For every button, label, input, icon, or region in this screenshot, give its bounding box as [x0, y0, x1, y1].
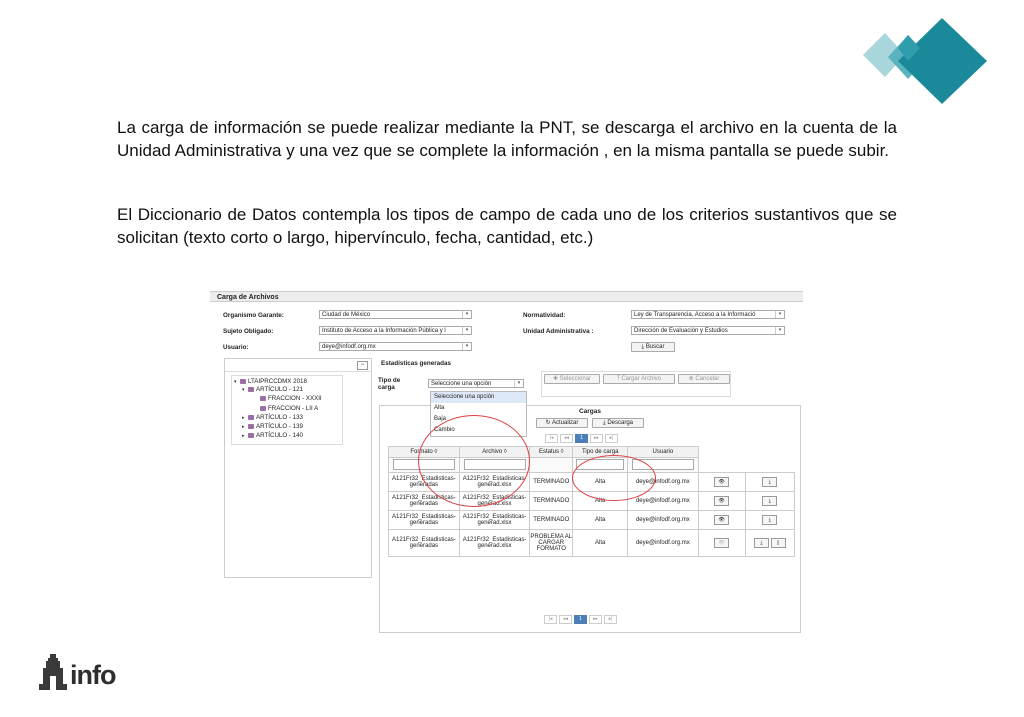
action-bar [541, 371, 731, 397]
tree-panel [224, 358, 372, 578]
unidad-select[interactable]: Dirección de Evaluación y Estudios ▾ [631, 326, 785, 335]
upload-icon: ⤒ [616, 376, 622, 382]
descarga-button[interactable]: ⤓ Descarga [592, 418, 644, 428]
cell-usuario: deye@infodf.org.mx [628, 530, 698, 557]
col-archivo[interactable]: Archivo ◊ [459, 447, 530, 458]
cell-estatus: TERMINADO [530, 492, 573, 511]
download-icon[interactable]: ⤓ [762, 496, 777, 506]
table-row[interactable] [389, 511, 795, 530]
cell-tipo: Alta [573, 473, 628, 492]
view-icon[interactable]: 👁 [714, 515, 729, 525]
col-tipo[interactable]: Tipo de carga [573, 447, 628, 458]
cell-formato: A121Fr32_Estadisticas-generadas [389, 473, 460, 492]
cell-estatus: PROBLEMA AL CARGAR FORMATO [530, 530, 573, 557]
prev-page-icon[interactable]: ◂◂ [560, 434, 573, 443]
chevron-down-icon: ▾ [775, 327, 784, 334]
sujeto-select[interactable]: Instituto de Acceso a la Información Pública y l ▾ [319, 326, 472, 335]
folder-icon [260, 406, 266, 411]
annotation-circle-tipo [572, 455, 656, 501]
col-usuario[interactable]: Usuario [628, 447, 698, 458]
tree-header [225, 359, 371, 372]
cell-formato: A121Fr32_Estadisticas-generadas [389, 530, 460, 557]
folder-icon [260, 396, 266, 401]
page-number[interactable]: 1 [575, 434, 588, 443]
collapse-icon[interactable]: − [357, 361, 368, 370]
folder-icon [248, 433, 254, 438]
usuario-label: Usuario: [223, 344, 249, 351]
sujeto-label: Sujeto Obligado: [223, 328, 274, 335]
decorative-diamonds [860, 15, 990, 107]
view-icon[interactable]: 👁 [714, 477, 729, 487]
cell-usuario: deye@infodf.org.mx [628, 473, 698, 492]
option-alta[interactable]: Alta [434, 405, 445, 411]
option-cambio[interactable]: Cambio [434, 427, 455, 433]
cell-estatus: TERMINADO [530, 473, 573, 492]
buscar-button[interactable]: ⤓ Buscar [631, 342, 675, 352]
normatividad-label: Normatividad: [523, 312, 566, 319]
cell-formato: A121Fr32_Estadisticas-generadas [389, 511, 460, 530]
last-page-icon[interactable]: ▸| [605, 434, 618, 443]
cancel-icon: ⊗ [688, 376, 696, 382]
cell-estatus: TERMINADO [530, 511, 573, 530]
cancelar-button[interactable]: ⊗ Cancelar [678, 374, 730, 384]
chevron-down-icon: ▾ [514, 380, 523, 387]
cell-archivo: A121Fr32_Estadisticas-generad.xlsx [459, 530, 530, 557]
tipo-carga-label: Tipo de carga [378, 377, 401, 391]
cargas-title: Cargas [578, 408, 602, 415]
refresh-icon: ↻ [545, 420, 553, 426]
tree-item-articulo-139[interactable]: ▸ ARTÍCULO - 139 [242, 423, 303, 430]
monument-icon [38, 654, 68, 690]
col-formato[interactable]: Formato ◊ [389, 447, 460, 458]
folder-icon [240, 379, 246, 384]
plus-icon: ✚ [552, 376, 560, 382]
cell-formato: A121Fr32_Estadisticas-generadas [389, 492, 460, 511]
logo-text: info [70, 660, 116, 690]
chevron-down-icon: ▾ [462, 311, 471, 318]
option-seleccione[interactable]: Seleccione una opción [431, 392, 526, 403]
cell-usuario: deye@infodf.org.mx [628, 511, 698, 530]
option-baja[interactable]: Baja [434, 416, 447, 422]
tree-item-fraccion-lii-a[interactable]: FRACCION - LII A [260, 405, 318, 412]
folder-icon [248, 424, 254, 429]
tree [231, 375, 343, 445]
cell-tipo: Alta [573, 530, 628, 557]
unidad-label: Unidad Administrativa : [523, 328, 594, 335]
cell-archivo: A121Fr32_Estadisticas-generad.xlsx [459, 492, 530, 511]
annotation-circle-dropdown [418, 415, 530, 507]
dictionary-paragraph: El Diccionario de Datos contempla los tipos de campo de cada uno de los criterios sustantivos que se solicitan (texto corto o largo, hipervínculo, fecha, cantidad, etc.) [117, 205, 897, 247]
intro-paragraph: La carga de información se puede realizar mediante la PNT, se descarga el archivo en la cuenta de la Unidad Administrativa y una vez que se complete la información , en la misma pantalla se puede subir. [117, 118, 897, 160]
normatividad-select[interactable]: Ley de Transparencia, Acceso a la Informació ▾ [631, 310, 785, 319]
tree-root[interactable]: ▾ LTAIPRCCDMX 2018 [234, 378, 307, 385]
tree-item-articulo-121[interactable]: ▾ ARTÍCULO - 121 [242, 386, 303, 393]
cell-tipo: Alta [573, 511, 628, 530]
first-page-icon[interactable]: |◂ [545, 434, 558, 443]
seleccionar-button[interactable]: ✚ Seleccionar [544, 374, 600, 384]
table-row[interactable] [389, 530, 795, 557]
stats-title: Estadísticas generadas [381, 360, 452, 367]
tree-item-articulo-140[interactable]: ▸ ARTÍCULO - 140 [242, 432, 303, 439]
col-estatus[interactable]: Estatus ◊ [530, 447, 573, 458]
info-logo [38, 650, 115, 690]
folder-icon [248, 415, 254, 420]
usuario-select[interactable]: deye@infodf.org.mx ▾ [319, 342, 472, 351]
download-icon[interactable]: ⤓ [762, 515, 777, 525]
download-icon[interactable]: ⤓ [754, 538, 769, 548]
tree-item-articulo-133[interactable]: ▸ ARTÍCULO - 133 [242, 414, 303, 421]
page-number[interactable]: 1 [574, 615, 587, 624]
tipo-carga-select[interactable]: Seleccione una opción ▾ [428, 379, 524, 388]
folder-icon [248, 387, 254, 392]
view-icon[interactable]: 👁 [714, 496, 729, 506]
download-icon: ⤓ [602, 420, 608, 426]
organismo-label: Organismo Garante: [223, 312, 284, 319]
search-icon: ⤓ [641, 344, 646, 350]
next-page-icon[interactable]: ▸▸ [590, 434, 603, 443]
actualizar-button[interactable]: ↻ Actualizar [536, 418, 588, 428]
chevron-down-icon: ▾ [462, 327, 471, 334]
pager-bottom [544, 615, 619, 624]
chevron-down-icon: ▾ [462, 343, 471, 350]
chevron-down-icon: ▾ [775, 311, 784, 318]
download-icon[interactable]: ⤓ [762, 477, 777, 487]
tree-item-fraccion-xxxii[interactable]: FRACCION - XXXII [260, 395, 322, 402]
cell-usuario: deye@infodf.org.mx [628, 492, 698, 511]
last-page-icon[interactable]: ▸| [604, 615, 617, 624]
screen-title: Carga de Archivos [210, 291, 803, 302]
prev-page-icon[interactable]: ◂◂ [559, 615, 572, 624]
diamond-dark [898, 18, 987, 104]
first-page-icon[interactable]: |◂ [544, 615, 557, 624]
document-icon[interactable]: ▯ [771, 538, 786, 548]
cell-tipo: Alta [573, 492, 628, 511]
view-icon[interactable]: 👁 [714, 538, 729, 548]
pager-top [545, 434, 620, 443]
cell-archivo: A121Fr32_Estadisticas-generad.xlsx [459, 511, 530, 530]
organismo-select[interactable]: Ciudad de México ▾ [319, 310, 472, 319]
next-page-icon[interactable]: ▸▸ [589, 615, 602, 624]
cargar-archivo-button[interactable]: ⤒ Cargar Archivo [603, 374, 675, 384]
cell-archivo: A121Fr32_Estadisticas-generad.xlsx [459, 473, 530, 492]
carga-archivos-screenshot [210, 287, 803, 633]
